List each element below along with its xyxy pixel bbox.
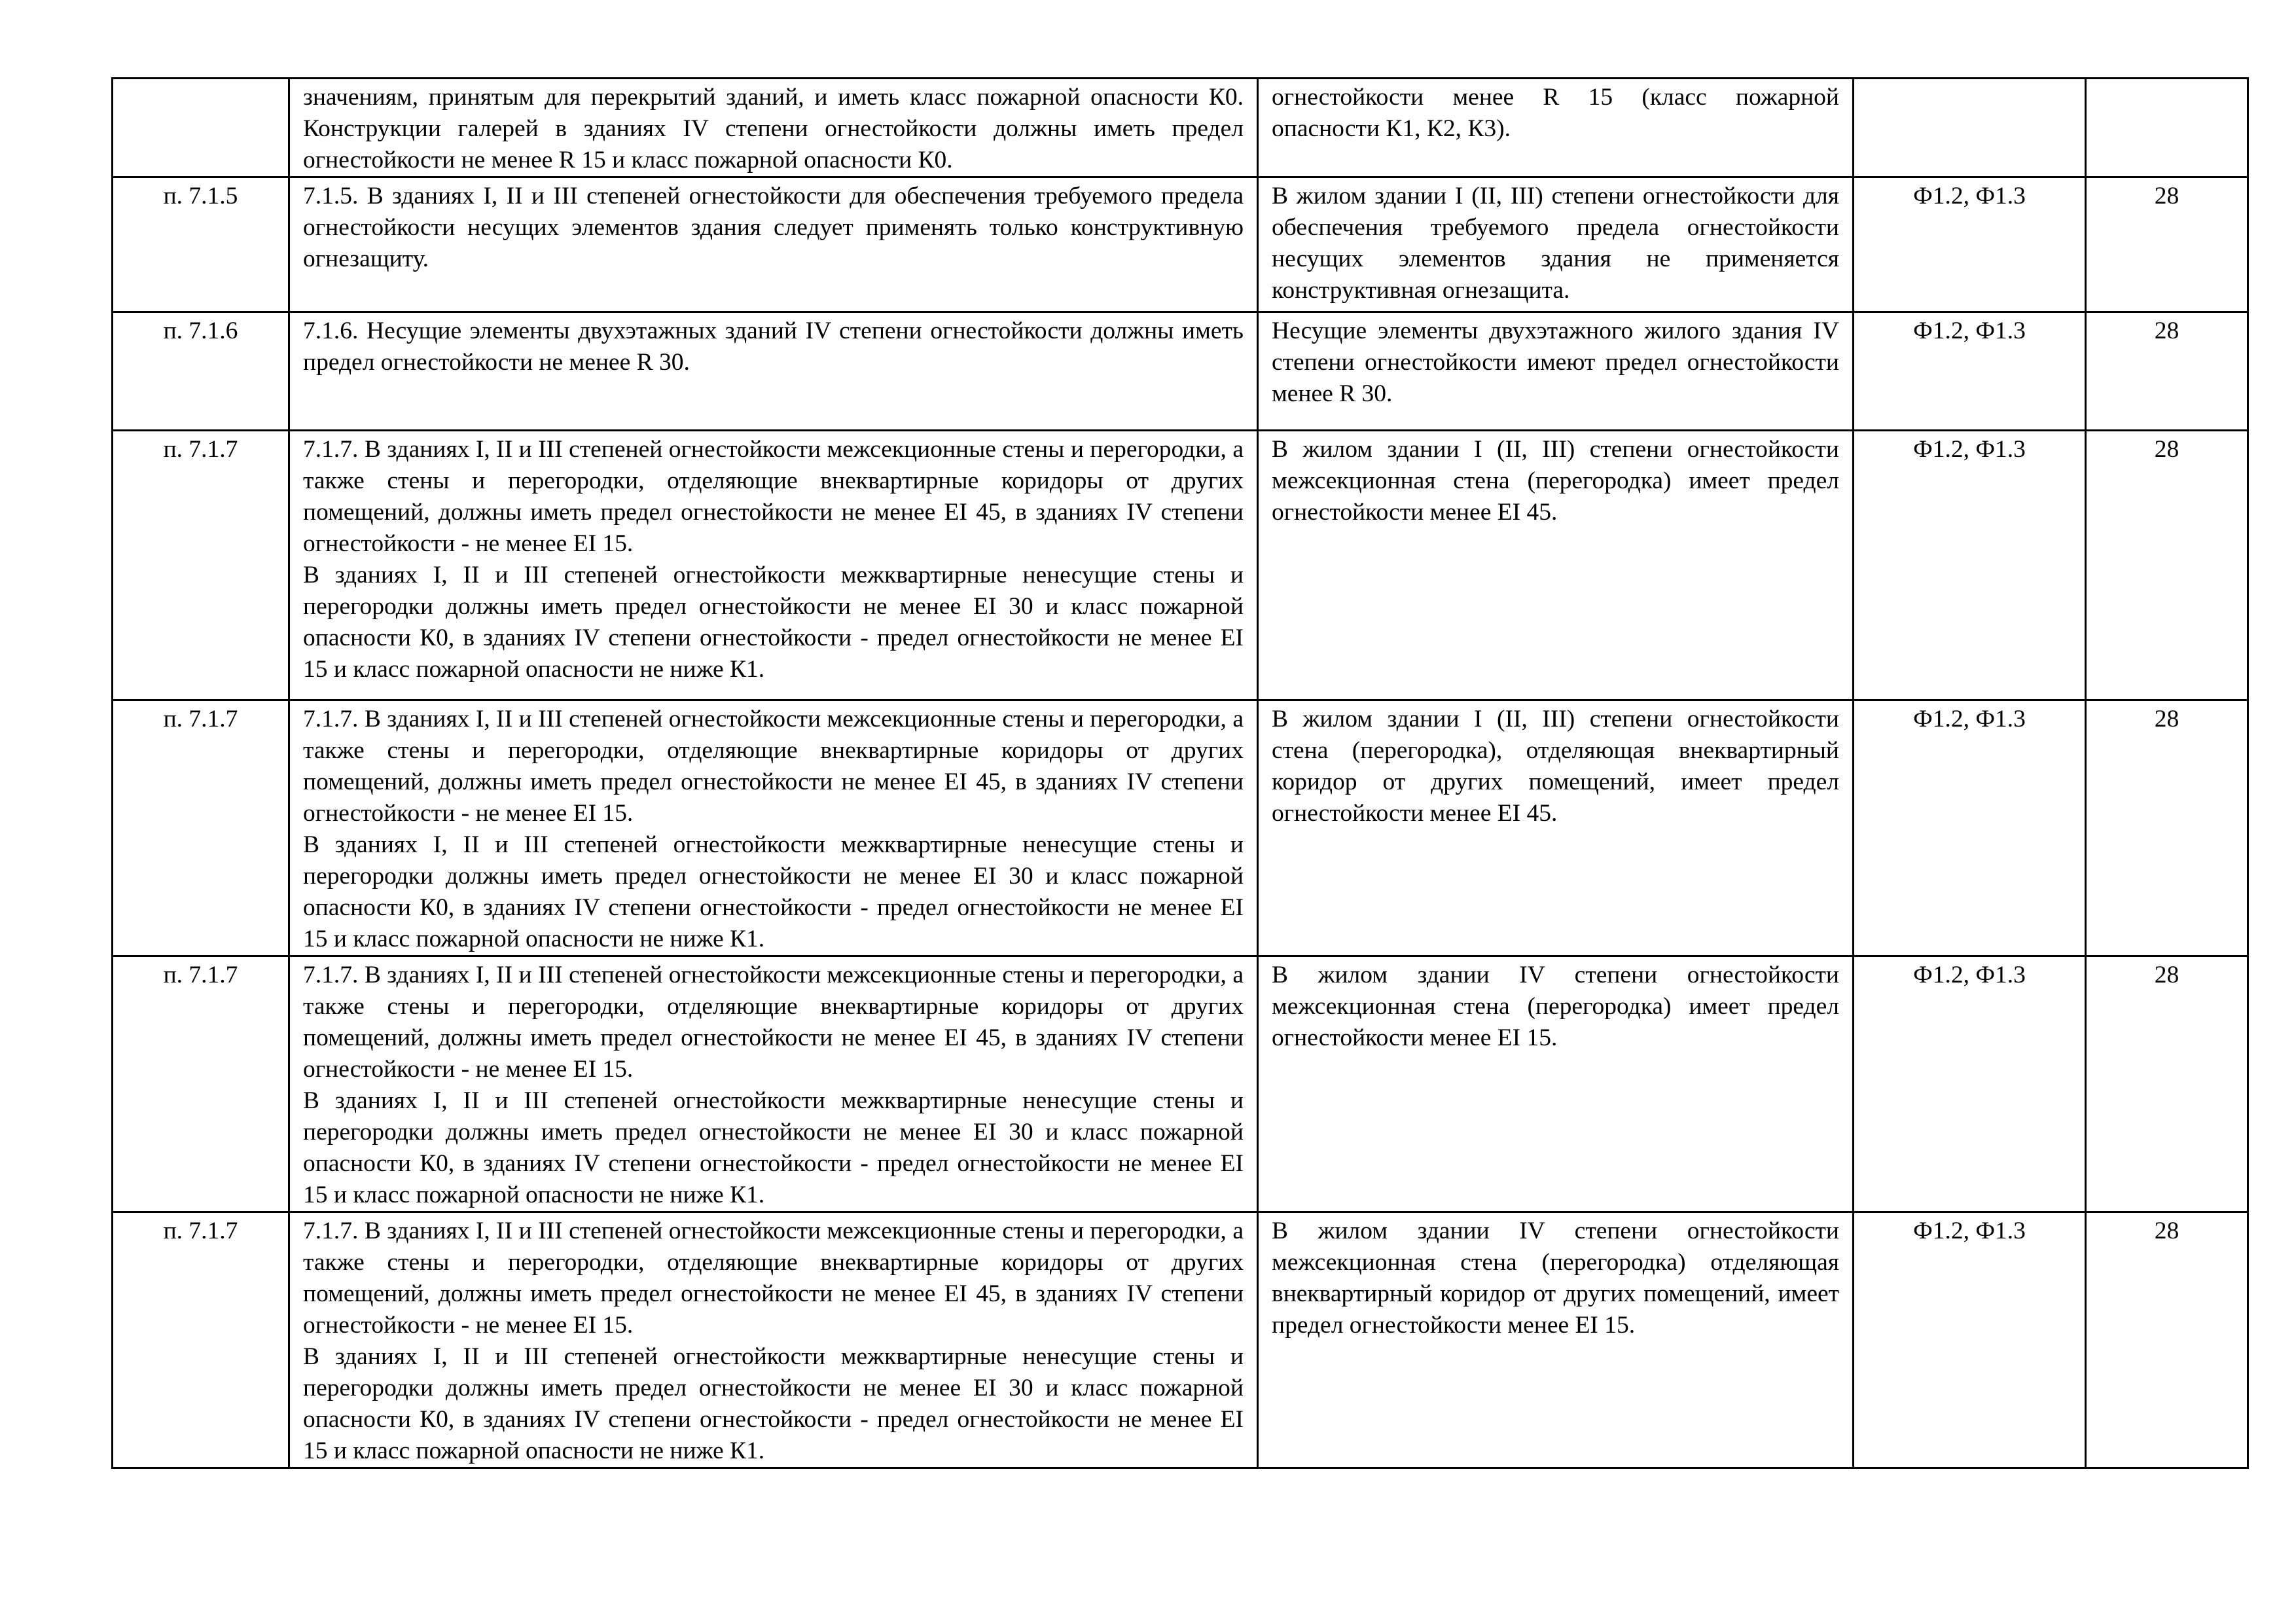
requirement-cell (289, 431, 1258, 700)
class-cell: Ф1.2, Ф1.3 (1854, 312, 2086, 431)
page-cell: 28 (2086, 700, 2248, 956)
clause-cell: п. 7.1.6 (113, 312, 289, 431)
table-row (113, 431, 2248, 700)
class-cell: Ф1.2, Ф1.3 (1854, 700, 2086, 956)
requirement-paragraph: В зданиях I, II и III степеней огнестойкости межквартирные ненесущие стены и перегородки должны иметь предел огнестойкости не менее EI 30 и класс пожарной опасности К0, в зданиях IV степени огнестойкости - предел огнестойкости не менее EI 15 и класс пожарной опасности не ниже К1. (303, 1087, 1244, 1208)
clause-cell: п. 7.1.7 (113, 1212, 289, 1468)
violation-cell: В жилом здании IV степени огнестойкости межсекционная стена (перегородка) отделяющая внеквартирный коридор от других помещений, имеет предел огнестойкости менее EI 15. (1258, 1212, 1854, 1468)
page-cell: 28 (2086, 956, 2248, 1212)
class-cell (1854, 79, 2086, 177)
class-cell: Ф1.2, Ф1.3 (1854, 177, 2086, 312)
requirement-paragraph: 7.1.7. В зданиях I, II и III степеней огнестойкости межсекционные стены и перегородки, а также стены и перегородки, отделяющие внеквартирные коридоры от других помещений, должны иметь предел огнестойкости не менее EI 45, в зданиях IV степени огнестойкости - не менее EI 15. (303, 706, 1244, 827)
requirement-paragraph: 7.1.7. В зданиях I, II и III степеней огнестойкости межсекционные стены и перегородки, а также стены и перегородки, отделяющие внеквартирные коридоры от других помещений, должны иметь предел огнестойкости не менее EI 45, в зданиях IV степени огнестойкости - не менее EI 15. (303, 962, 1244, 1083)
requirement-cell (289, 177, 1258, 312)
page-cell: 28 (2086, 177, 2248, 312)
page-cell: 28 (2086, 312, 2248, 431)
clause-cell: п. 7.1.7 (113, 431, 289, 700)
violation-cell: огнестойкости менее R 15 (класс пожарной опасности К1, К2, К3). (1258, 79, 1854, 177)
requirement-paragraph: 7.1.7. В зданиях I, II и III степеней огнестойкости межсекционные стены и перегородки, а также стены и перегородки, отделяющие внеквартирные коридоры от других помещений, должны иметь предел огнестойкости не менее EI 45, в зданиях IV степени огнестойкости - не менее EI 15. (303, 1218, 1244, 1339)
requirement-paragraph: В зданиях I, II и III степеней огнестойкости межквартирные ненесущие стены и перегородки должны иметь предел огнестойкости не менее EI 30 и класс пожарной опасности К0, в зданиях IV степени огнестойкости - предел огнестойкости не менее EI 15 и класс пожарной опасности не ниже К1. (303, 831, 1244, 952)
violation-cell: Несущие элементы двухэтажного жилого здания IV степени огнестойкости имеют предел огнестойкости менее R 30. (1258, 312, 1854, 431)
requirement-paragraph: В зданиях I, II и III степеней огнестойкости межквартирные ненесущие стены и перегородки должны иметь предел огнестойкости не менее EI 30 и класс пожарной опасности К0, в зданиях IV степени огнестойкости - предел огнестойкости не менее EI 15 и класс пожарной опасности не ниже К1. (303, 1343, 1244, 1464)
requirement-cell (289, 956, 1258, 1212)
requirement-cell (289, 700, 1258, 956)
class-cell: Ф1.2, Ф1.3 (1854, 956, 2086, 1212)
clause-cell: п. 7.1.5 (113, 177, 289, 312)
requirements-table (111, 77, 2249, 1469)
table-row (113, 79, 2248, 177)
requirement-cell (289, 1212, 1258, 1468)
requirement-paragraph: В зданиях I, II и III степеней огнестойкости межквартирные ненесущие стены и перегородки должны иметь предел огнестойкости не менее EI 30 и класс пожарной опасности К0, в зданиях IV степени огнестойкости - предел огнестойкости не менее EI 15 и класс пожарной опасности не ниже К1. (303, 562, 1244, 683)
requirement-cell (289, 79, 1258, 177)
requirement-paragraph: 7.1.6. Несущие элементы двухэтажных зданий IV степени огнестойкости должны иметь предел огнестойкости не менее R 30. (303, 317, 1244, 376)
table-row (113, 700, 2248, 956)
table-row (113, 312, 2248, 431)
violation-cell: В жилом здании I (II, III) степени огнестойкости стена (перегородка), отделяющая внеквартирный коридор от других помещений, имеет предел огнестойкости менее EI 45. (1258, 700, 1854, 956)
requirement-paragraph: 7.1.7. В зданиях I, II и III степеней огнестойкости межсекционные стены и перегородки, а также стены и перегородки, отделяющие внеквартирные коридоры от других помещений, должны иметь предел огнестойкости не менее EI 45, в зданиях IV степени огнестойкости - не менее EI 15. (303, 436, 1244, 557)
page-cell: 28 (2086, 1212, 2248, 1468)
page-cell (2086, 79, 2248, 177)
class-cell: Ф1.2, Ф1.3 (1854, 1212, 2086, 1468)
page-cell: 28 (2086, 431, 2248, 700)
violation-cell: В жилом здании IV степени огнестойкости межсекционная стена (перегородка) имеет предел огнестойкости менее EI 15. (1258, 956, 1854, 1212)
table-row (113, 956, 2248, 1212)
clause-cell: п. 7.1.7 (113, 700, 289, 956)
requirement-paragraph: 7.1.5. В зданиях I, II и III степеней огнестойкости для обеспечения требуемого предела огнестойкости несущих элементов здания следует применять только конструктивную огнезащиту. (303, 183, 1244, 272)
clause-cell: п. 7.1.7 (113, 956, 289, 1212)
clause-cell (113, 79, 289, 177)
requirement-cell (289, 312, 1258, 431)
table-row (113, 1212, 2248, 1468)
requirement-paragraph: значениям, принятым для перекрытий зданий, и иметь класс пожарной опасности К0. Конструкции галерей в зданиях IV степени огнестойкости должны иметь предел огнестойкости не менее R 15 и класс пожарной опасности К0. (303, 84, 1244, 173)
violation-cell: В жилом здании I (II, III) степени огнестойкости для обеспечения требуемого предела огнестойкости несущих элементов здания не применяется конструктивная огнезащита. (1258, 177, 1854, 312)
class-cell: Ф1.2, Ф1.3 (1854, 431, 2086, 700)
table-row (113, 177, 2248, 312)
violation-cell: В жилом здании I (II, III) степени огнестойкости межсекционная стена (перегородка) имеет предел огнестойкости менее EI 45. (1258, 431, 1854, 700)
